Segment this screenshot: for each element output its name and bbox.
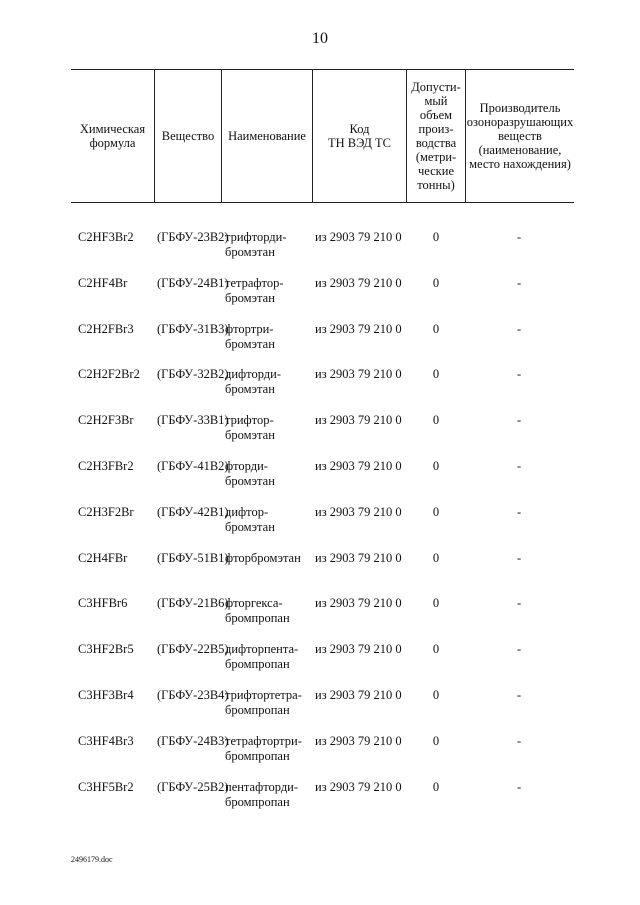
cell-producer: - bbox=[517, 276, 522, 290]
cell-code: из 2903 79 210 0 bbox=[315, 230, 402, 244]
cell-producer: - bbox=[517, 367, 522, 381]
cell-volume: 0 bbox=[432, 276, 440, 290]
cell-volume: 0 bbox=[432, 688, 440, 702]
cell-volume: 0 bbox=[432, 413, 440, 427]
cell-chemical-formula: C2H3FBr2 bbox=[78, 459, 134, 473]
cell-code: из 2903 79 210 0 bbox=[315, 688, 402, 702]
table-header bbox=[71, 69, 574, 203]
cell-volume: 0 bbox=[432, 367, 440, 381]
header-producer: Производитель озоноразрушающих веществ (наименование, место нахождения) bbox=[466, 101, 574, 171]
cell-code: из 2903 79 210 0 bbox=[315, 459, 402, 473]
cell-substance: (ГБФУ-24В3) bbox=[157, 734, 229, 748]
cell-producer: - bbox=[517, 505, 522, 519]
cell-name: фторбромэтан bbox=[225, 551, 301, 565]
cell-name: тетрафтортри- бромпропан bbox=[225, 734, 302, 763]
cell-code: из 2903 79 210 0 bbox=[315, 780, 402, 794]
cell-substance: (ГБФУ-33В1) bbox=[157, 413, 229, 427]
cell-producer: - bbox=[517, 551, 522, 565]
cell-substance: (ГБФУ-32В2) bbox=[157, 367, 229, 381]
cell-name: фтортри- бромэтан bbox=[225, 322, 275, 351]
table-row bbox=[0, 505, 640, 545]
cell-producer: - bbox=[517, 596, 522, 610]
table-row bbox=[0, 413, 640, 453]
cell-producer: - bbox=[517, 642, 522, 656]
cell-code: из 2903 79 210 0 bbox=[315, 413, 402, 427]
cell-chemical-formula: C2H2FBr3 bbox=[78, 322, 134, 336]
table-row bbox=[0, 642, 640, 682]
table-row bbox=[0, 459, 640, 499]
cell-volume: 0 bbox=[432, 230, 440, 244]
cell-substance: (ГБФУ-31В3) bbox=[157, 322, 229, 336]
cell-code: из 2903 79 210 0 bbox=[315, 734, 402, 748]
cell-volume: 0 bbox=[432, 505, 440, 519]
cell-name: пентафторди- бромпропан bbox=[225, 780, 299, 809]
table-row bbox=[0, 551, 640, 591]
cell-producer: - bbox=[517, 459, 522, 473]
cell-volume: 0 bbox=[432, 734, 440, 748]
cell-chemical-formula: C3HF3Br4 bbox=[78, 688, 134, 702]
cell-chemical-formula: C2HF3Br2 bbox=[78, 230, 134, 244]
cell-name: дифторпента- бромпропан bbox=[225, 642, 299, 671]
cell-code: из 2903 79 210 0 bbox=[315, 322, 402, 336]
table-row bbox=[0, 780, 640, 820]
cell-name: трифтортетра- бромпропан bbox=[225, 688, 302, 717]
cell-substance: (ГБФУ-51В1) bbox=[157, 551, 229, 565]
table-row bbox=[0, 688, 640, 728]
cell-substance: (ГБФУ-22В5) bbox=[157, 642, 229, 656]
cell-producer: - bbox=[517, 688, 522, 702]
page-number: 10 bbox=[312, 30, 328, 47]
cell-name: дифторди- бромэтан bbox=[225, 367, 281, 396]
cell-code: из 2903 79 210 0 bbox=[315, 642, 402, 656]
header-substance: Вещество bbox=[161, 129, 215, 143]
header-code: Код ТН ВЭД ТС bbox=[328, 122, 391, 150]
cell-volume: 0 bbox=[432, 322, 440, 336]
cell-name: фторди- бромэтан bbox=[225, 459, 275, 488]
cell-code: из 2903 79 210 0 bbox=[315, 367, 402, 381]
cell-chemical-formula: C2H3F2Br bbox=[78, 505, 134, 519]
header-chemical-formula: Химическая формула bbox=[79, 122, 146, 150]
cell-producer: - bbox=[517, 734, 522, 748]
table-row bbox=[0, 230, 640, 270]
cell-volume: 0 bbox=[432, 642, 440, 656]
cell-chemical-formula: C3HF4Br3 bbox=[78, 734, 134, 748]
cell-name: фторгекса- бромпропан bbox=[225, 596, 290, 625]
cell-chemical-formula: C3HFBr6 bbox=[78, 596, 128, 610]
header-volume: Допусти- мый объем произ- водства (метри- ческие тонны) bbox=[411, 80, 461, 192]
cell-substance: (ГБФУ-41В2) bbox=[157, 459, 229, 473]
cell-substance: (ГБФУ-23В2) bbox=[157, 230, 229, 244]
cell-chemical-formula: C2H2F2Br2 bbox=[78, 367, 140, 381]
cell-producer: - bbox=[517, 322, 522, 336]
cell-name: трифторди- бромэтан bbox=[225, 230, 287, 259]
cell-code: из 2903 79 210 0 bbox=[315, 596, 402, 610]
cell-name: тетрафтор- бромэтан bbox=[225, 276, 284, 305]
cell-chemical-formula: C2HF4Br bbox=[78, 276, 128, 290]
cell-chemical-formula: C3HF2Br5 bbox=[78, 642, 134, 656]
cell-code: из 2903 79 210 0 bbox=[315, 505, 402, 519]
cell-producer: - bbox=[517, 780, 522, 794]
cell-substance: (ГБФУ-23В4) bbox=[157, 688, 229, 702]
cell-code: из 2903 79 210 0 bbox=[315, 551, 402, 565]
cell-volume: 0 bbox=[432, 780, 440, 794]
cell-producer: - bbox=[517, 230, 522, 244]
cell-chemical-formula: C2H4FBr bbox=[78, 551, 128, 565]
cell-volume: 0 bbox=[432, 551, 440, 565]
table-row bbox=[0, 367, 640, 407]
cell-producer: - bbox=[517, 413, 522, 427]
document-filename: 2496179.doc bbox=[71, 855, 113, 864]
cell-substance: (ГБФУ-24В1) bbox=[157, 276, 229, 290]
cell-volume: 0 bbox=[432, 459, 440, 473]
cell-chemical-formula: C3HF5Br2 bbox=[78, 780, 134, 794]
table-row bbox=[0, 276, 640, 316]
cell-name: дифтор- бромэтан bbox=[225, 505, 275, 534]
cell-name: трифтор- бромэтан bbox=[225, 413, 275, 442]
table-row bbox=[0, 734, 640, 774]
cell-chemical-formula: C2H2F3Br bbox=[78, 413, 134, 427]
cell-volume: 0 bbox=[432, 596, 440, 610]
table-row bbox=[0, 596, 640, 636]
header-name: Наименование bbox=[228, 129, 306, 143]
cell-substance: (ГБФУ-42В1) bbox=[157, 505, 229, 519]
table-row bbox=[0, 322, 640, 362]
cell-substance: (ГБФУ-21В6) bbox=[157, 596, 229, 610]
cell-code: из 2903 79 210 0 bbox=[315, 276, 402, 290]
cell-substance: (ГБФУ-25В2) bbox=[157, 780, 229, 794]
